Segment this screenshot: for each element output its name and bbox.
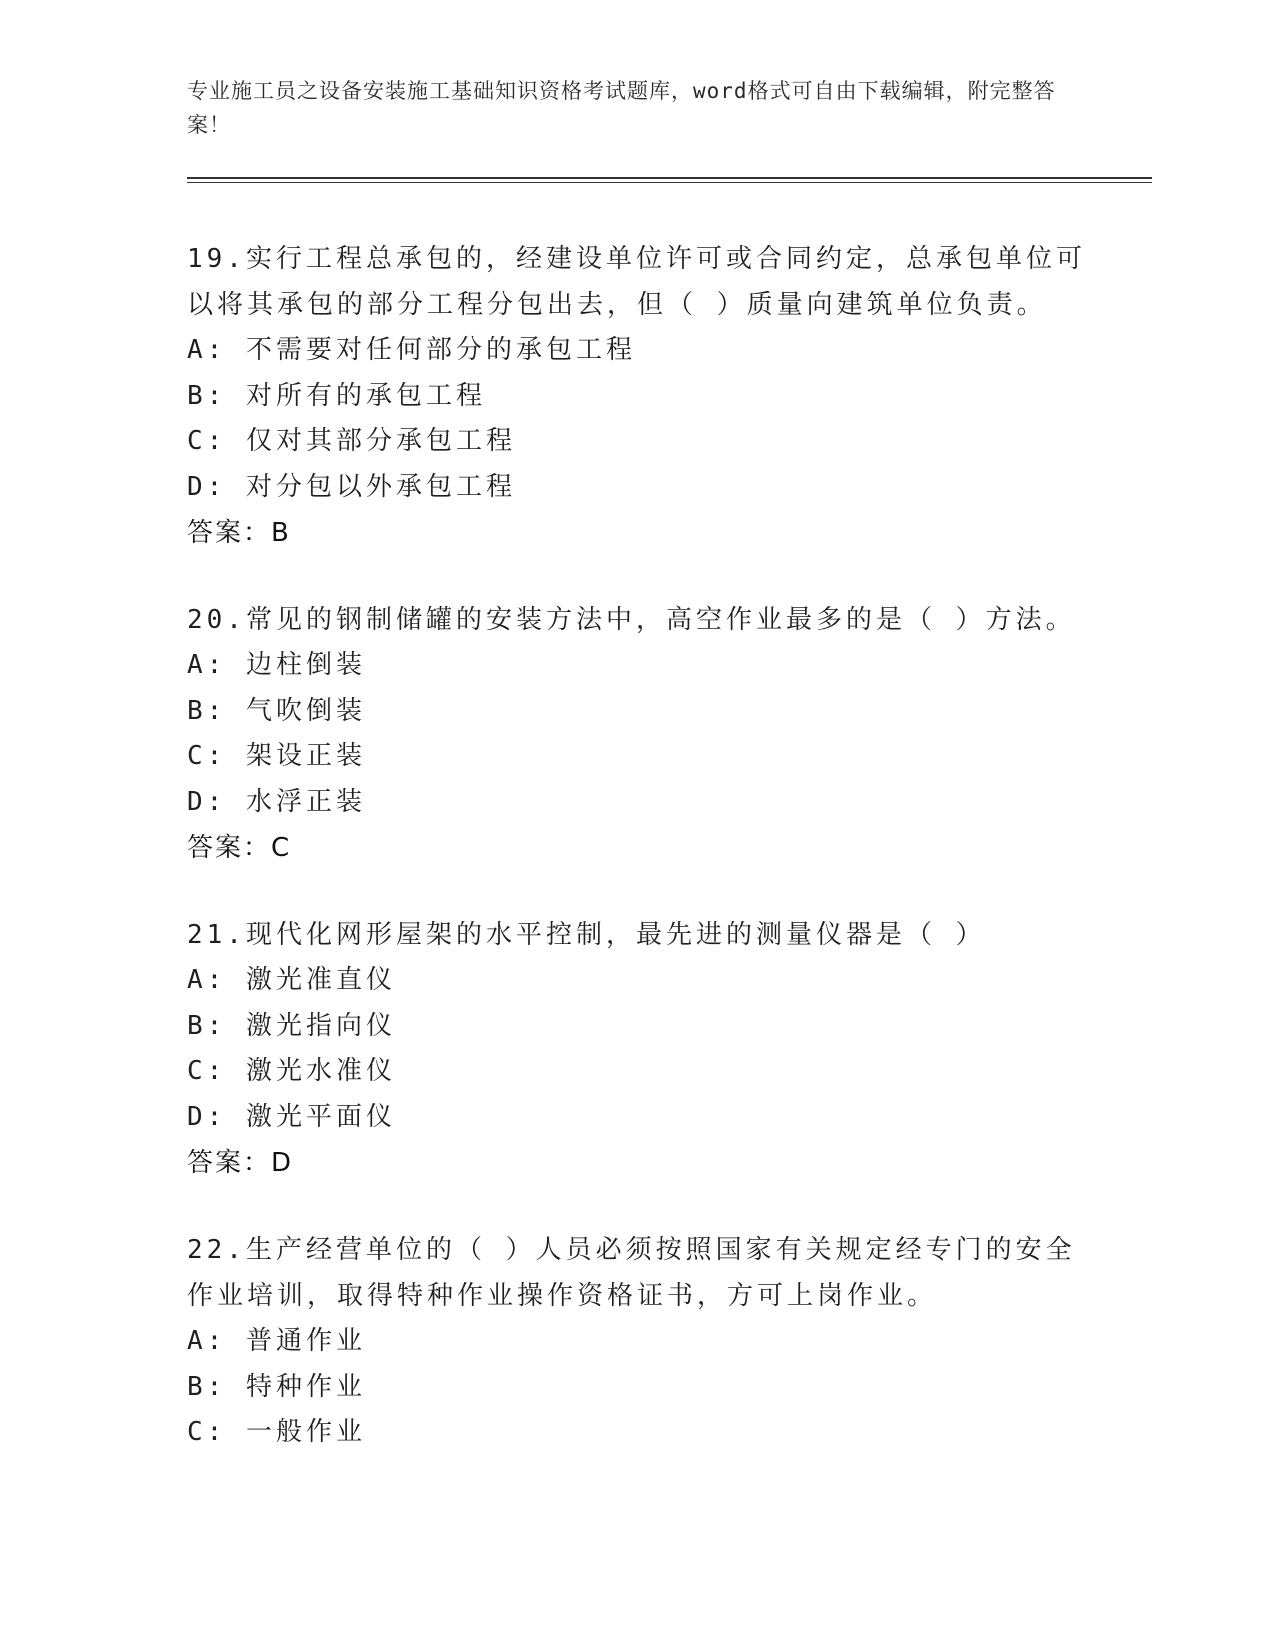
option-b: B: 特种作业 [187,1371,366,1402]
option-c: C: 仅对其部分承包工程 [187,426,516,456]
option-c: C: 一般作业 [187,1417,366,1447]
option-c: C: 激光水准仪 [187,1056,396,1086]
option-a: A: 激光准直仪 [187,965,396,995]
option-a: A: 边柱倒装 [187,650,366,680]
answer: 答案：C [187,833,292,863]
question-21 [187,912,1087,1186]
option-a: A: 不需要对任何部分的承包工程 [187,335,636,365]
option-d: D: 激光平面仪 [187,1101,396,1132]
option-c: C: 架设正装 [187,741,366,771]
option-b: B: 对所有的承包工程 [187,380,486,411]
header-divider [187,177,1152,183]
question-20 [187,597,1087,871]
answer: 答案：D [187,1148,294,1178]
question-19 [187,236,1087,556]
question-list [187,236,1087,1497]
question-stem: 19.实行工程总承包的，经建设单位许可或合同约定，总承包单位可以将其承包的部分工程分包出去，但（ ）质量向建筑单位负责。 [187,244,1086,320]
answer: 答案：B [187,518,291,548]
option-d: D: 对分包以外承包工程 [187,471,516,502]
question-stem: 22.生产经营单位的（ ）人员必须按照国家有关规定经专门的安全作业培训，取得特种作业操作资格证书，方可上岗作业。 [187,1235,1076,1311]
question-22 [187,1227,1087,1456]
option-b: B: 气吹倒装 [187,695,366,726]
question-stem: 20.常见的钢制储罐的安装方法中，高空作业最多的是（ ）方法。 [187,605,1076,635]
option-b: B: 激光指向仪 [187,1010,396,1041]
question-stem: 21.现代化网形屋架的水平控制，最先进的测量仪器是（ ） [187,920,986,950]
option-a: A: 普通作业 [187,1326,366,1356]
option-d: D: 水浮正装 [187,786,366,817]
document-header: 专业施工员之设备安装施工基础知识资格考试题库，word格式可自由下载编辑，附完整答案！ [187,79,1056,137]
